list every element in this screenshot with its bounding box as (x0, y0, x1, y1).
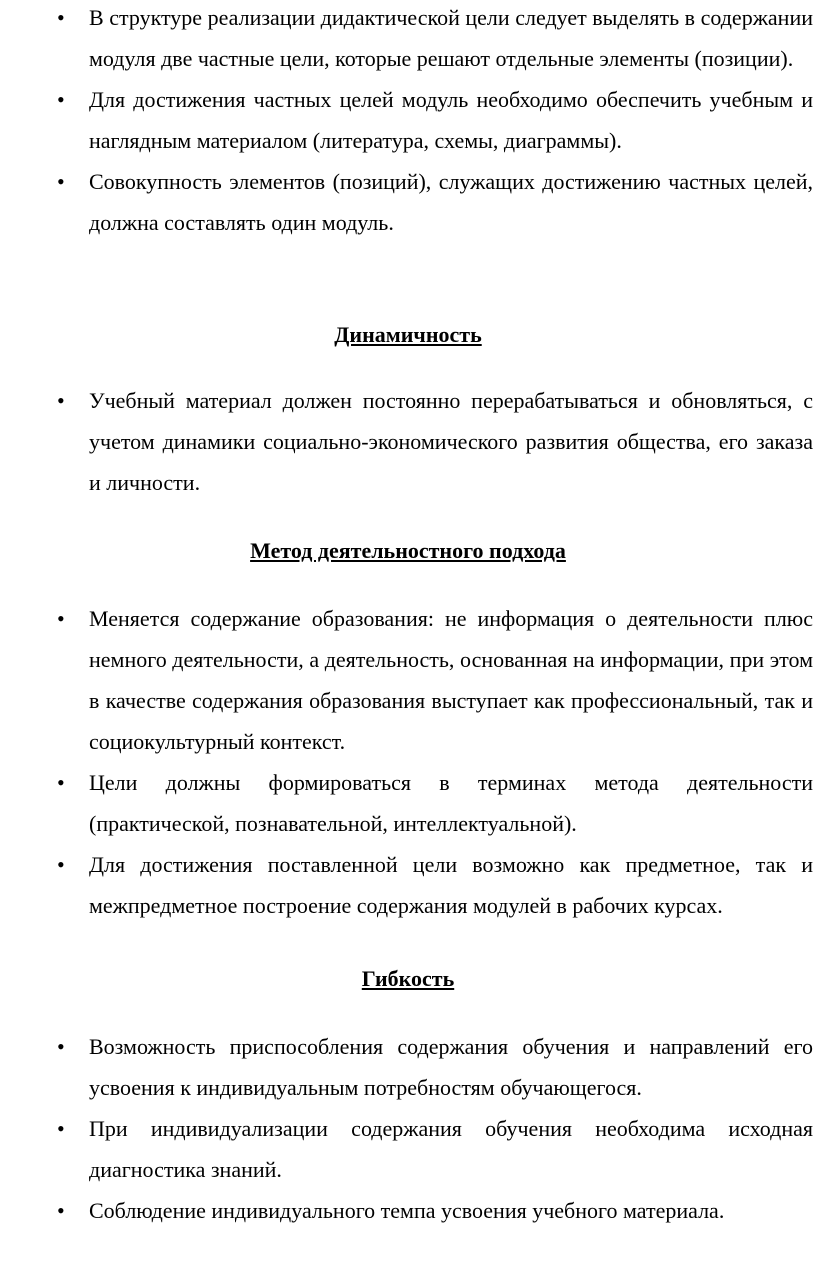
bullet-icon: • (57, 852, 65, 877)
list-item-text: Возможность приспособления содержания обучения и направлений его усвоения к индивидуальным потребностям обучающегося. (89, 1034, 813, 1100)
list-item (0, 161, 816, 243)
section-activity (0, 598, 816, 926)
bullet-icon: • (57, 1116, 65, 1141)
list-item-text: Совокупность элементов (позиций), служащих достижению частных целей, должна составлять один модуль. (89, 169, 813, 235)
section-heading-activity: Метод деятельностного подхода (250, 538, 566, 563)
section-flex (0, 1026, 816, 1231)
section-dynamic (0, 380, 816, 503)
list-item-text: Соблюдение индивидуального темпа усвоения учебного материала. (89, 1198, 725, 1223)
bullet-icon: • (57, 388, 65, 413)
list-item-text: Цели должны формироваться в терминах метода деятельности (практической, познавательной, интеллектуальной). (89, 770, 813, 836)
section-heading-dynamic: Динамичность (334, 322, 482, 347)
bullet-list-dynamic (0, 380, 816, 503)
bullet-icon: • (57, 87, 65, 112)
bullet-list-flex (0, 1026, 816, 1231)
bullet-icon: • (57, 606, 65, 631)
bullet-icon: • (57, 1198, 65, 1223)
bullet-list-activity (0, 598, 816, 926)
list-item-text: Для достижения частных целей модуль необходимо обеспечить учебным и наглядным материалом (литература, схемы, диаграммы). (89, 87, 813, 153)
bullet-icon: • (57, 770, 65, 795)
bullet-icon: • (57, 169, 65, 194)
list-item (0, 79, 816, 161)
list-item (0, 0, 816, 79)
bullet-icon: • (57, 1034, 65, 1059)
list-item-text: Меняется содержание образования: не информация о деятельности плюс немного деятельности, а деятельность, основанная на информации, при этом в качестве содержания образования выступает как профессиональный, так и социокультурный контекст. (89, 606, 813, 754)
list-item-text: При индивидуализации содержания обучения необходима исходная диагностика знаний. (89, 1116, 813, 1182)
bullet-list-intro (0, 0, 816, 243)
list-item-text: Учебный материал должен постоянно перерабатываться и обновляться, с учетом динамики социально-экономического развития общества, его заказа и личности. (89, 388, 813, 495)
list-item-text: Для достижения поставленной цели возможно как предметное, так и межпредметное построение содержания модулей в рабочих курсах. (89, 852, 813, 918)
list-item (0, 598, 816, 762)
section-intro (0, 0, 816, 243)
section-heading-flex: Гибкость (361, 966, 455, 991)
list-item (0, 1190, 816, 1231)
list-item (0, 1026, 816, 1108)
list-item (0, 380, 816, 503)
list-item (0, 762, 816, 844)
bullet-icon: • (57, 5, 65, 30)
list-item (0, 1108, 816, 1190)
list-item-text: В структуре реализации дидактической цели следует выделять в содержании модуля две частные цели, которые решают отдельные элементы (позиции). (89, 5, 813, 71)
list-item (0, 844, 816, 926)
